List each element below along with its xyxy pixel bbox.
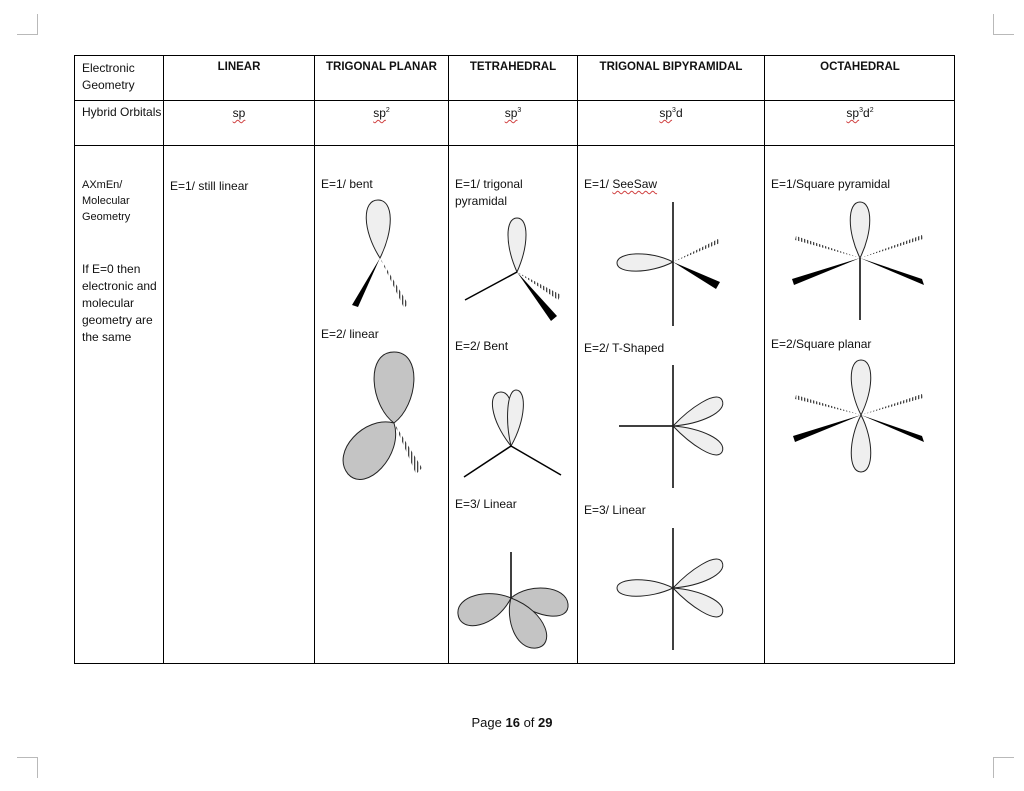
row-label-hybrid-orbitals: Hybrid Orbitals [82, 105, 162, 119]
tbp-e3-label: E=3/ Linear [584, 503, 646, 517]
hybrid-linear: sp [232, 106, 246, 120]
row-label-note: If E=0 then electronic and molecular geometry are the same [82, 262, 157, 344]
tetrahedral-linear-drawing [458, 552, 568, 648]
tbp-linear-drawing [617, 528, 723, 650]
page-number: Page 16 of 29 [471, 715, 553, 730]
tetrahedral-e1-label: E=1/ trigonal pyramidal [455, 177, 523, 208]
bent-molecule-drawing [352, 200, 408, 308]
row-label-ax-notation: AXmEn/ [82, 179, 123, 191]
header-linear: LINEAR [217, 61, 261, 73]
trigonal-planar-e2-label: E=2/ linear [321, 327, 379, 341]
tetrahedral-e2-label: E=2/ Bent [455, 339, 509, 353]
header-trigonal-planar: TRIGONAL PLANAR [326, 61, 437, 73]
trigonal-planar-e1-label: E=1/ bent [321, 177, 373, 191]
linear-two-lone-pair-drawing [343, 352, 422, 479]
octahedral-e1-label: E=1/Square pyramidal [771, 177, 891, 191]
square-planar-drawing [793, 360, 924, 472]
header-tetrahedral: TETRAHEDRAL [469, 61, 557, 73]
hybrid-tetrahedral: $sp^3$ [504, 106, 522, 120]
row-label-molecular-geometry: Molecular Geometry [82, 195, 131, 223]
hybrid-trigonal-planar: $sp^2$ [373, 106, 390, 120]
linear-e1-label: E=1/ still linear [170, 179, 249, 193]
hybrid-octahedral: $sp^3d^2$ [846, 106, 874, 120]
trigonal-pyramidal-drawing [465, 218, 561, 321]
row-label-electronic-geometry: Electronic Geometry [82, 61, 135, 92]
seesaw-drawing [617, 202, 720, 326]
tetrahedral-e3-label: E=3/ Linear [455, 497, 517, 511]
t-shaped-drawing [619, 365, 723, 488]
tbp-e1-label: E=1/ SeeSaw [584, 177, 658, 191]
tbp-e2-label: E=2/ T-Shaped [584, 341, 665, 355]
header-octahedral: OCTAHEDRAL [820, 61, 900, 73]
octahedral-e2-label: E=2/Square planar [771, 337, 872, 351]
header-trigonal-bipyramidal: TRIGONAL BIPYRAMIDAL [599, 61, 743, 73]
tetrahedral-bent-drawing [464, 390, 561, 477]
square-pyramidal-drawing [792, 202, 924, 320]
hybrid-trigonal-bipyramidal: $sp^3d$ [659, 106, 683, 120]
